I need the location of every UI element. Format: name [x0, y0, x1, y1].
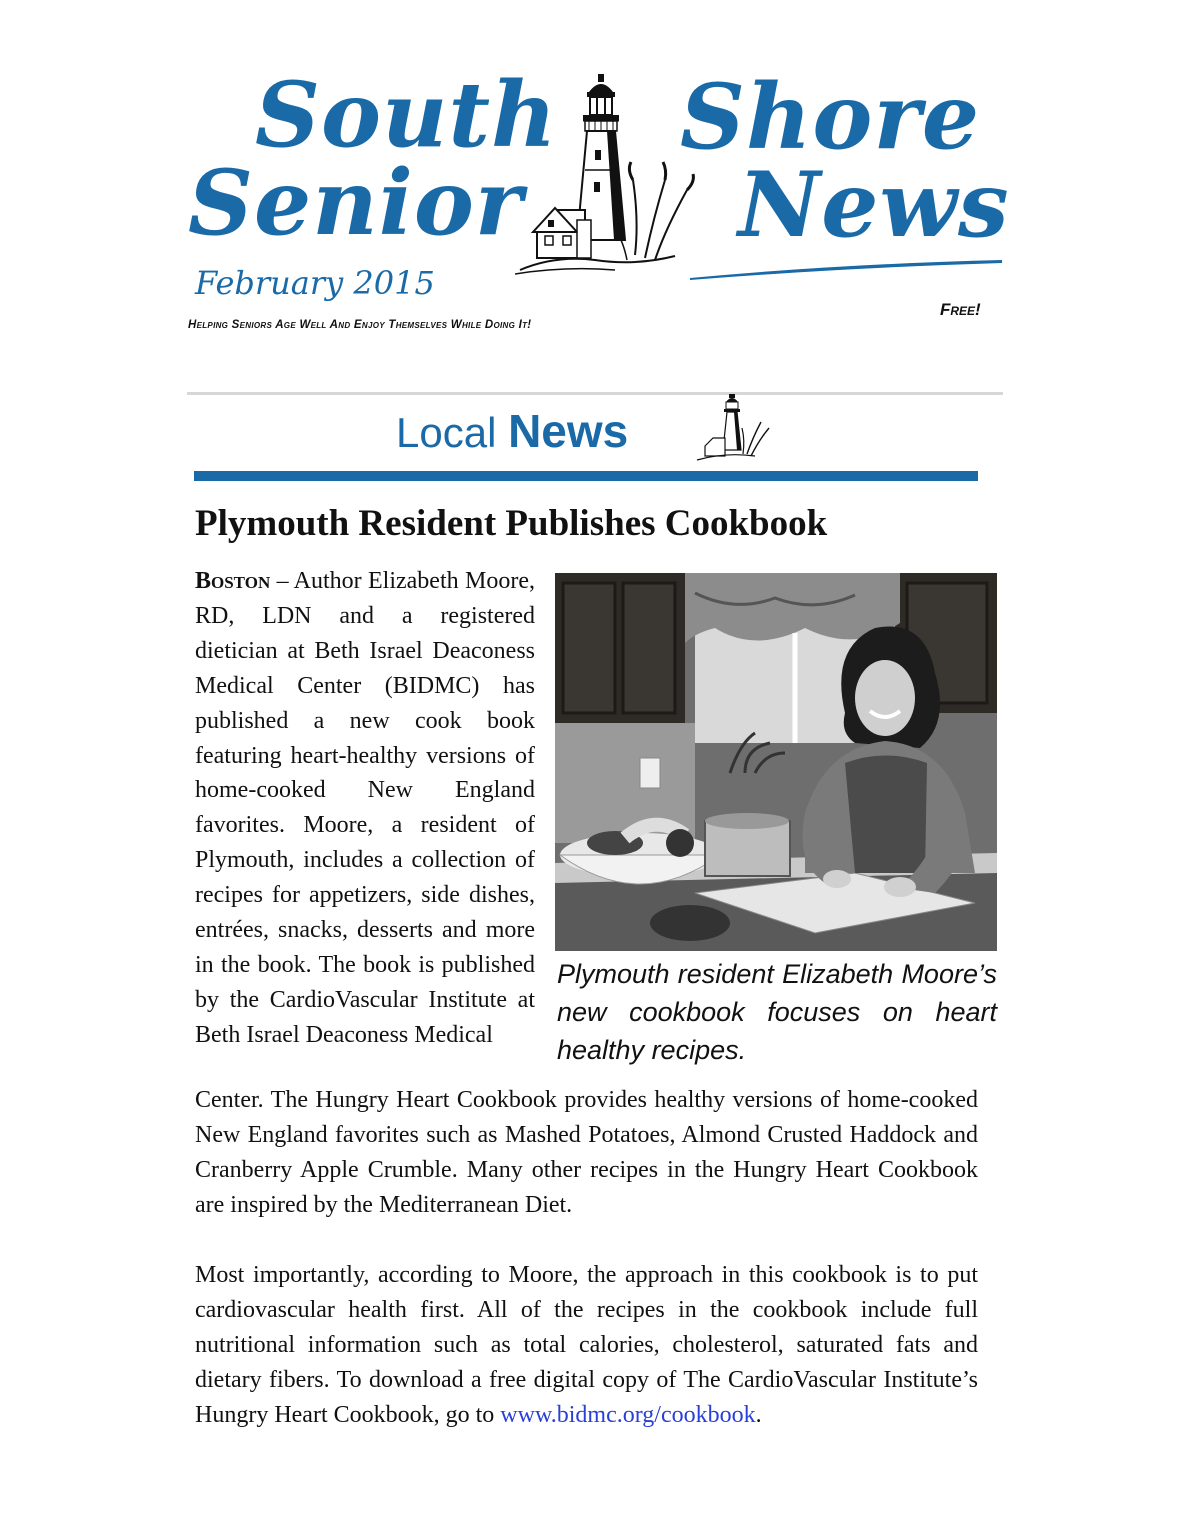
- issue-date: February 2015: [195, 264, 435, 302]
- article-headline: Plymouth Resident Publishes Cookbook: [195, 503, 828, 544]
- article-column-text: [195, 564, 535, 1053]
- article-body-part1: Author Elizabeth Moore, RD, LDN and a registered dietician at Beth Israel Deaconess Medical Center (BIDMC) has published a new cook book featuring heart-healthy versions of home-cooked New England favorites. Moore, a resident of Plymouth, includes a collection of recipes for appetizers, side dishes, entrées, snacks, desserts and more in the book. The book is published by the CardioVascular Institute at Beth Israel Deaconess Medical: [195, 568, 535, 1048]
- divider-rule: [187, 392, 1003, 395]
- dateline: Boston: [195, 568, 271, 594]
- lighthouse-icon: [515, 70, 705, 280]
- lighthouse-icon: [695, 392, 771, 464]
- photo-caption: Plymouth resident Elizabeth Moore’s new cookbook focuses on heart healthy recipes.: [557, 959, 997, 1065]
- dateline-dash: –: [270, 568, 294, 594]
- masthead-word-news: News: [738, 152, 1010, 258]
- article-body-continued: Center. The Hungry Heart Cookbook provides healthy versions of home-cooked New England favorites such as Mashed Potatoes, Almond Crusted Haddock and Cranberry Apple Crumble. Many other recipes in the Hungry Heart Cookbook are inspired by the Mediterranean Diet.: [195, 1087, 978, 1218]
- price-label: Free!: [940, 300, 981, 319]
- section-rule: [194, 471, 978, 481]
- paragraph-2-end: .: [755, 1401, 762, 1428]
- masthead-word-shore: Shore: [680, 64, 981, 170]
- section-title-part1: Local: [396, 409, 497, 456]
- article-paragraph-2: [195, 1258, 978, 1433]
- blue-swoosh-decoration: [690, 258, 1002, 282]
- cookbook-link[interactable]: www.bidmc.org/cookbook: [500, 1401, 756, 1428]
- paragraph-2-text: Most importantly, according to Moore, the approach in this cookbook is to put cardiovascular health first. All of the recipes in the cookbook include full nutritional information such as total calories, cholesterol, saturated fats and dietary fibers. To download a free digital copy of The CardioVascular Institute’s Hungry Heart Cookbook, go to: [195, 1262, 978, 1428]
- tagline: Helping Seniors Age Well And Enjoy Themselves While Doing It!: [188, 319, 532, 331]
- section-title: [396, 405, 629, 457]
- section-title-part2: News: [508, 405, 629, 457]
- author-cooking-photo: [555, 573, 997, 951]
- masthead-word-south: South: [255, 62, 558, 168]
- masthead-word-senior: Senior: [188, 150, 524, 256]
